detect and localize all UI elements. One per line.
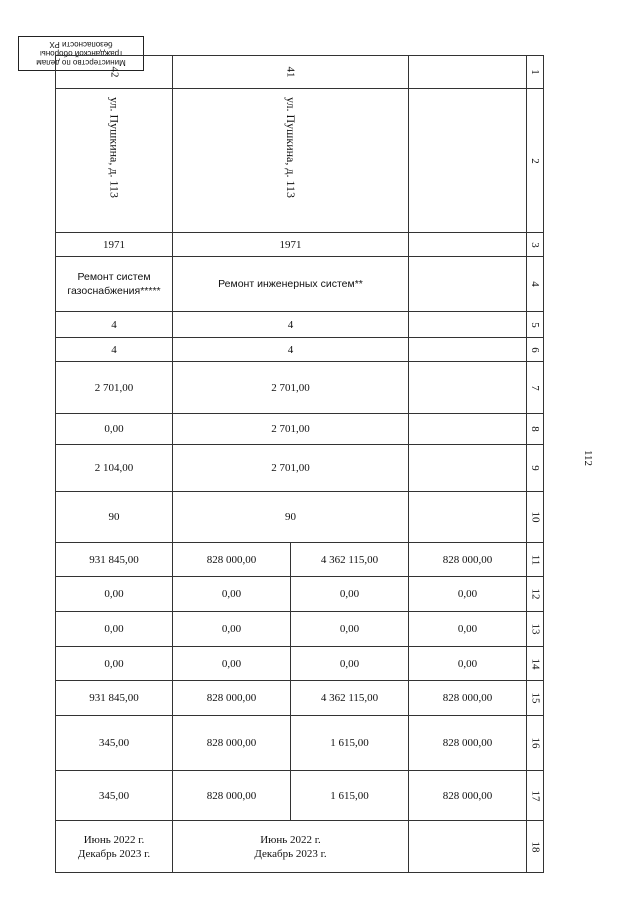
cell-d-12: 0,00 [409, 577, 527, 612]
row-number-3: 3 [527, 233, 544, 257]
table-row [56, 312, 544, 338]
page-number: 112 [582, 449, 595, 467]
table-row [56, 338, 544, 362]
cell-d-4 [409, 257, 527, 312]
cell-d-3 [409, 233, 527, 257]
stamp-line-3: безопасности РХ [49, 40, 113, 49]
cell-b-6: 4 [173, 338, 409, 362]
row-number-6: 6 [527, 338, 544, 362]
table-row [56, 771, 544, 821]
cell-d-1 [409, 56, 527, 89]
cell-d-10 [409, 492, 527, 543]
cell-b-10: 90 [173, 492, 409, 543]
cell-b-7: 2 701,00 [173, 362, 409, 414]
table-row [56, 647, 544, 681]
cell-d-13: 0,00 [409, 612, 527, 647]
cell-b-14: 0,00 [173, 647, 291, 681]
cell-a-18: Июнь 2022 г. Декабрь 2023 г. [56, 821, 173, 873]
cell-a-14: 0,00 [56, 647, 173, 681]
cell-d-15: 828 000,00 [409, 681, 527, 716]
stamp-line-2: гражданской обороны [40, 49, 122, 58]
table-row [56, 233, 544, 257]
row-number-4: 4 [527, 257, 544, 312]
row-number-14: 14 [527, 647, 544, 681]
row-number-10: 10 [527, 492, 544, 543]
row-number-18: 18 [527, 821, 544, 873]
cell-a-8: 0,00 [56, 414, 173, 445]
cell-c-13: 0,00 [291, 612, 409, 647]
cell-a-1: 42 [56, 56, 173, 89]
row-number-15: 15 [527, 681, 544, 716]
cell-b-12: 0,00 [173, 577, 291, 612]
cell-d-6 [409, 338, 527, 362]
cell-a-7: 2 701,00 [56, 362, 173, 414]
cell-a-15: 931 845,00 [56, 681, 173, 716]
row-number-5: 5 [527, 312, 544, 338]
cell-b-15: 828 000,00 [173, 681, 291, 716]
repair-schedule-table [55, 55, 544, 873]
table-row [56, 612, 544, 647]
cell-c-12: 0,00 [291, 577, 409, 612]
table-row [56, 577, 544, 612]
row-number-11: 11 [527, 543, 544, 577]
cell-d-9 [409, 445, 527, 492]
cell-a-12: 0,00 [56, 577, 173, 612]
cell-b-18: Июнь 2022 г. Декабрь 2023 г. [173, 821, 409, 873]
stamp-line-1: Министерство по делам [36, 58, 126, 67]
cell-c-15: 4 362 115,00 [291, 681, 409, 716]
table-row [56, 716, 544, 771]
table-row [56, 89, 544, 233]
row-number-7: 7 [527, 362, 544, 414]
cell-b-9: 2 701,00 [173, 445, 409, 492]
cell-d-11: 828 000,00 [409, 543, 527, 577]
cell-a-13: 0,00 [56, 612, 173, 647]
cell-c-11: 4 362 115,00 [291, 543, 409, 577]
cell-d-8 [409, 414, 527, 445]
table-row [56, 257, 544, 312]
table-row [56, 821, 544, 873]
table-row [56, 543, 544, 577]
cell-a-5: 4 [56, 312, 173, 338]
cell-b-11: 828 000,00 [173, 543, 291, 577]
table-row [56, 362, 544, 414]
table-row [56, 445, 544, 492]
cell-b-2: ул. Пушкина, д. 113 [173, 89, 409, 233]
cell-a-11: 931 845,00 [56, 543, 173, 577]
cell-d-2 [409, 89, 527, 233]
cell-b-1: 41 [173, 56, 409, 89]
table-row [56, 414, 544, 445]
cell-c-17: 1 615,00 [291, 771, 409, 821]
cell-d-5 [409, 312, 527, 338]
cell-a-16: 345,00 [56, 716, 173, 771]
row-number-9: 9 [527, 445, 544, 492]
cell-b-16: 828 000,00 [173, 716, 291, 771]
row-number-13: 13 [527, 612, 544, 647]
cell-d-18 [409, 821, 527, 873]
cell-d-17: 828 000,00 [409, 771, 527, 821]
cell-c-14: 0,00 [291, 647, 409, 681]
cell-b-4: Ремонт инженерных систем** [173, 257, 409, 312]
table-row [56, 681, 544, 716]
cell-a-10: 90 [56, 492, 173, 543]
cell-a-4: Ремонт систем газоснабжения***** [56, 257, 173, 312]
cell-b-13: 0,00 [173, 612, 291, 647]
cell-a-2: ул. Пушкина, д. 113 [56, 89, 173, 233]
cell-b-17: 828 000,00 [173, 771, 291, 821]
cell-b-5: 4 [173, 312, 409, 338]
row-number-8: 8 [527, 414, 544, 445]
row-number-2: 2 [527, 89, 544, 233]
cell-b-8: 2 701,00 [173, 414, 409, 445]
cell-d-14: 0,00 [409, 647, 527, 681]
cell-c-16: 1 615,00 [291, 716, 409, 771]
row-number-16: 16 [527, 716, 544, 771]
cell-a-17: 345,00 [56, 771, 173, 821]
cell-b-3: 1971 [173, 233, 409, 257]
cell-a-9: 2 104,00 [56, 445, 173, 492]
row-number-17: 17 [527, 771, 544, 821]
cell-d-7 [409, 362, 527, 414]
cell-a-6: 4 [56, 338, 173, 362]
table-row [56, 56, 544, 89]
cell-d-16: 828 000,00 [409, 716, 527, 771]
cell-a-3: 1971 [56, 233, 173, 257]
table-row [56, 492, 544, 543]
row-number-12: 12 [527, 577, 544, 612]
row-number-1: 1 [527, 56, 544, 89]
